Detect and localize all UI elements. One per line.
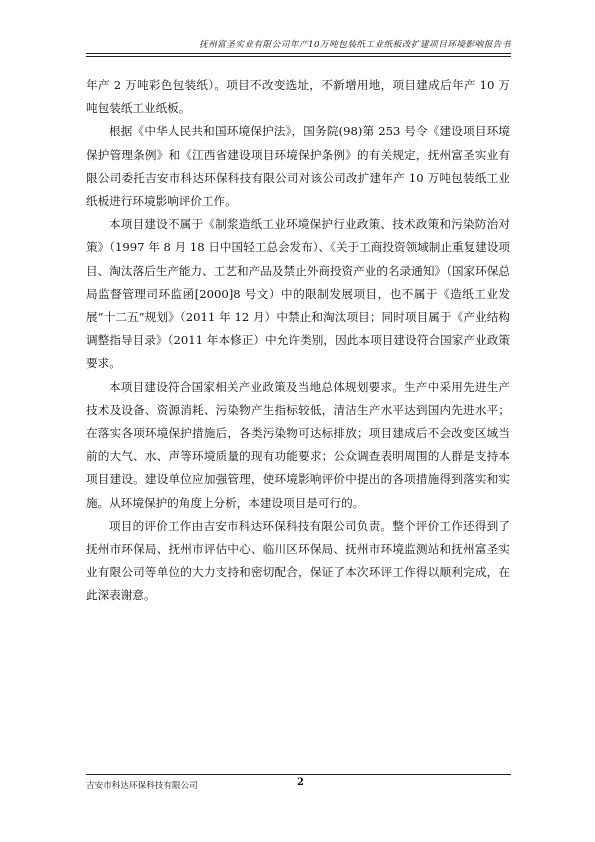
header-divider bbox=[86, 56, 511, 57]
paragraph-acknowledgement: 项目的评价工作由吉安市科达环保科技有限公司负责。整个评价工作还得到了抚州市环保局、抚州市评估中心、临川区环保局、抚州市环境监测站和抚州富圣实业有限公司等单位的大力支持和密切配合，保证了本次环评工作得以顺利完成，在此深表谢意。 bbox=[86, 518, 510, 603]
page-header: 抚州富圣实业有限公司年产10万吨包装纸工业纸板改扩建项目环境影响报告书 bbox=[86, 38, 511, 54]
footer-divider bbox=[86, 774, 511, 775]
footer-company: 吉安市科达环保科技有限公司 bbox=[86, 781, 198, 791]
page-number: 2 bbox=[297, 777, 304, 788]
paragraph-legal-basis: 根据《中华人民共和国环境保护法》，国务院(98)第 253 号令《建设项目环境保护管理条例》和《江西省建设项目环境保护条例》的有关规定，抚州富圣实业有限公司委托吉安市科达环保科技有限公司对该公司改扩建年产 10 万吨包装纸工业纸板进行环境影响评价工作。 bbox=[86, 124, 510, 209]
main-text bbox=[86, 74, 510, 608]
paragraph-continuation: 年产 2 万吨彩色包装纸）。项目不改变选址，不新增用地，项目建成后年产 10 万吨包装纸工业纸板。 bbox=[86, 78, 510, 116]
paragraph-policy-compliance: 本项目建设不属于《制浆造纸工业环境保护行业政策、技术政策和污染防治对策》（1997 年 8 月 18 日中国轻工总会发布）、《关于工商投资领域制止重复建设项目、淘汰落后生产能力、工艺和产品及禁止外商投资产业的名录通知》（国家环保总局监督管理司环监函[2000]8 号文）中的限制发展项目，也不属于《造纸工业发展“十二五”规划》（2011 年 12 月）中禁止和淘汰项目；同时项目属于《产业结构调整指导目录》（2011 年本修正）中允许类别，因此本项目建设符合国家产业政策要求。 bbox=[86, 217, 510, 371]
paragraph-conclusion: 本项目建设符合国家相关产业政策及当地总体规划要求。生产中采用先进生产技术及设备、资源消耗、污染物产生指标较低，清洁生产水平达到国内先进水平；在落实各项环境保护措施后，各类污染物可达标排放；项目建成后不会改变区域当前的大气、水、声等环境质量的现有功能要求；公众调查表明周围的人群是支持本项目建设。建设单位应加强管理，使环境影响评价中提出的各项措施得到落实和实施。从环境保护的角度上分析，本建设项目是可行的。 bbox=[86, 379, 510, 510]
